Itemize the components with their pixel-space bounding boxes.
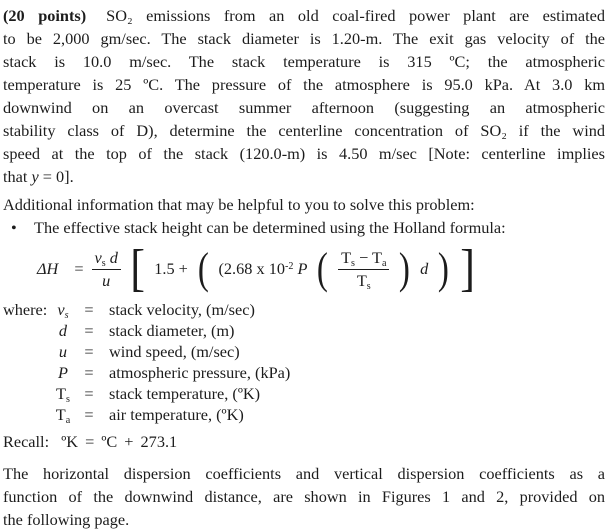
spacer-cell [3,320,49,341]
variable-definitions [3,299,605,425]
last-line-post: = 0]. [38,167,74,186]
problem-statement [3,4,605,188]
symbol-vs: $v_s$ [57,300,69,322]
spacer-cell [3,362,49,383]
definition-stack-temperature: stack temperature, (ºK) [109,384,261,403]
definition-air-temperature: air temperature, (ºK) [109,405,244,424]
recall-line [3,430,605,453]
symbol-p: P [58,363,68,382]
temperature-numerator: $T_s - T_a$ [338,248,389,270]
temperature-fraction [338,248,389,291]
problem-line-1 [3,4,605,27]
problem-line-8 [3,165,605,188]
diameter-variable: d [420,259,429,278]
spacer-cell [3,341,49,362]
symbol-u: u [58,342,68,361]
problem-line-7: speed at the top of the stack (120.0-m) is 4.50 m/sec [Note: centerline implies [3,144,605,163]
definition-atmospheric-pressure: atmospheric pressure, (kPa) [109,363,291,382]
fraction-numerator: $v_s$ d [92,248,121,270]
symbol-ts: $T_s$ [56,384,70,406]
y-variable: y [31,167,39,186]
spacer-cell [3,404,49,425]
equals: = [84,363,94,382]
symbol-ta: $T_a$ [55,405,71,427]
problem-line-6: stability class of D), determine the centerline concentration of SO₂ if the wind [3,121,605,140]
symbol-d: d [58,321,68,340]
closing-paragraph [3,462,605,531]
equals: = [84,384,94,403]
coefficient-term: (2.68 x $10^{-2}$ P [218,259,308,278]
problem-line-3: stack is 10.0 m/sec. The stack temperature is 315 ºC; the atmospheric [3,52,605,71]
term-one-point-five: 1.5 + [154,259,188,278]
equals: = [84,321,94,340]
holland-formula: ΔH = $\frac{v_s d}{u}$ [ 1.5 + ( (2.68 x $10^{-2}$ P ( $\frac{T_s - T_a}{T_s}$ ) d ) ] [37,240,475,297]
recall-label: Recall: [3,432,50,451]
additional-info-line: Additional information that may be helpful to you to solve this problem: [3,195,475,214]
exponent: -2 [284,260,294,272]
problem-line-2: to be 2,000 gm/sec. The stack diameter is 1.20-m. The exit gas velocity of the [3,29,605,48]
delta-h-symbol: ΔH [37,259,59,278]
definition-stack-diameter: stack diameter, (m) [109,321,235,340]
bullet-icon: • [11,218,17,237]
closing-line-1: The horizontal dispersion coefficients and vertical dispersion coefficients as a [3,464,605,483]
equals: = [84,300,94,319]
pressure-variable: P [297,259,308,278]
definition-wind-speed: wind speed, (m/sec) [109,342,240,361]
equals-sign: = [74,259,84,278]
holland-formula-bullet [3,216,605,239]
last-line-pre: that [3,167,32,186]
equals: = [84,405,94,424]
problem-line-4: temperature is 25 ºC. The pressure of the atmosphere is 95.0 kPa. At 3.0 km [3,75,605,94]
problem-line-1-text: SO₂ emissions from an old coal-fired power plant are estimated [106,6,606,25]
equals: = [84,342,94,361]
velocity-diameter-fraction [92,248,121,291]
closing-line-3: the following page. [3,510,130,529]
closing-line-2: function of the downwind distance, are shown in Figures 1 and 2, provided on [3,487,605,506]
definition-stack-velocity: stack velocity, (m/sec) [109,300,255,319]
recall-conversion: ºK = ºC + 273.1 [61,432,178,451]
fraction-denominator: u [102,270,111,290]
points-label: (20 points) [3,6,87,25]
spacer-cell [3,383,49,404]
problem-line-5: downwind on an overcast summer afternoon (suggesting an atmospheric [3,98,605,117]
bullet-text: The effective stack height can be determined using the Holland formula: [34,218,506,237]
where-label: where: [3,300,48,319]
temperature-denominator: $T_s$ [356,270,371,292]
